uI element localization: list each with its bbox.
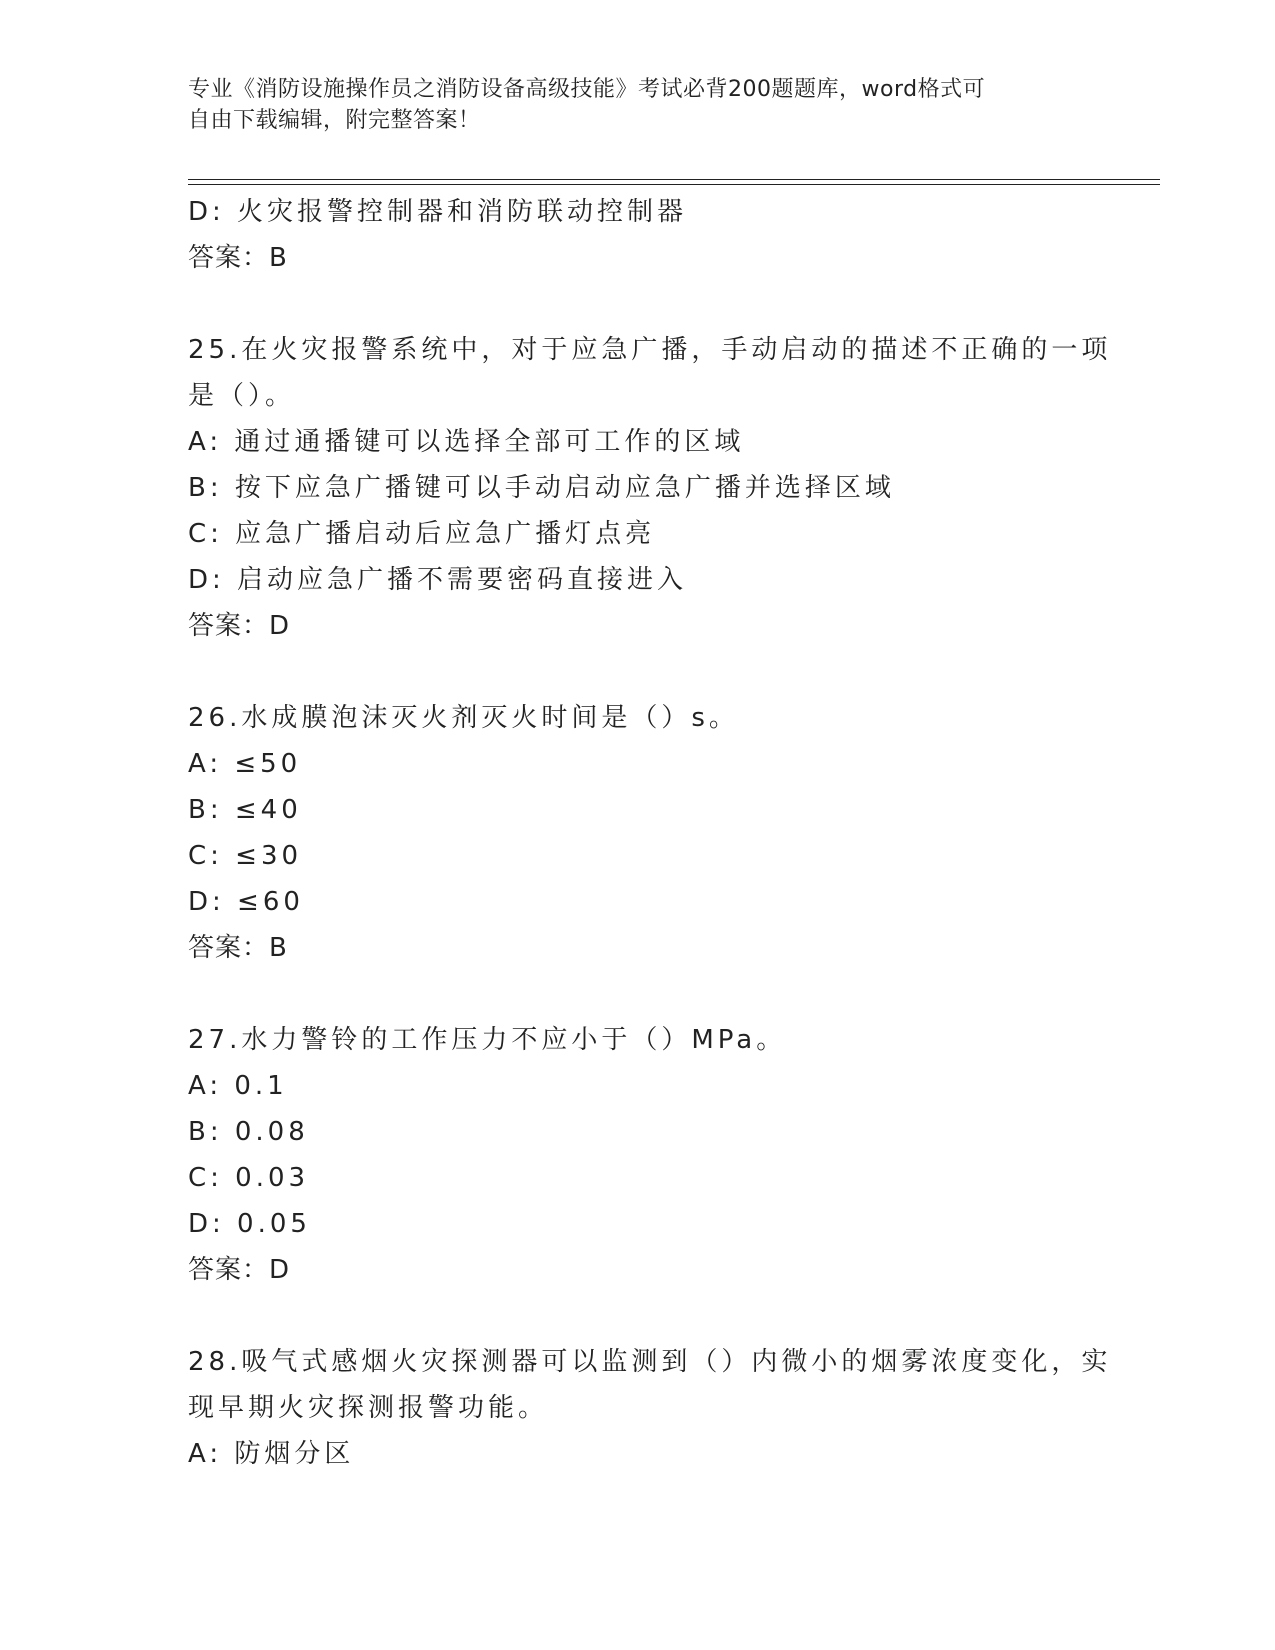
question-stem: 25.在火灾报警系统中，对于应急广播，手动启动的描述不正确的一项 (188, 335, 1112, 365)
option-c: C: 0.03 (188, 1163, 310, 1193)
option-a: A: 通过通播键可以选择全部可工作的区域 (188, 427, 745, 457)
answer: 答案：B (188, 933, 288, 963)
question-28 (188, 1339, 1112, 1477)
prev-answer: 答案：B (188, 243, 288, 273)
question-stem: 现早期火灾探测报警功能。 (188, 1393, 549, 1423)
question-27 (188, 1017, 1088, 1293)
answer: 答案：D (188, 611, 291, 641)
question-stem: 是（）。 (188, 381, 296, 411)
question-25 (188, 327, 1112, 649)
option-b: B: 0.08 (188, 1117, 309, 1147)
question-list (188, 189, 1112, 1477)
question-stem: 27.水力警铃的工作压力不应小于（）MPa。 (188, 1025, 787, 1055)
question-stem: 28.吸气式感烟火灾探测器可以监测到（）内微小的烟雾浓度变化，实 (188, 1347, 1112, 1377)
option-b: B: 按下应急广播键可以手动启动应急广播并选择区域 (188, 473, 895, 503)
option-d: D: 启动应急广播不需要密码直接进入 (188, 565, 688, 595)
option-b: B: ≤40 (188, 795, 302, 825)
prev-option-d: D: 火灾报警控制器和消防联动控制器 (188, 197, 688, 227)
option-c: C: ≤30 (188, 841, 303, 871)
header-divider-top (188, 179, 1160, 180)
option-a: A: ≤50 (188, 749, 302, 779)
option-a: A: 防烟分区 (188, 1439, 355, 1469)
answer: 答案：D (188, 1255, 291, 1285)
question-26 (188, 695, 1088, 971)
option-a: A: 0.1 (188, 1071, 288, 1101)
question-stem: 26.水成膜泡沫灭火剂灭火时间是（）s。 (188, 703, 739, 733)
header-divider-bottom (188, 184, 1160, 185)
option-d: D: 0.05 (188, 1209, 311, 1239)
header-line-1: 专业《消防设施操作员之消防设备高级技能》考试必背200题题库，word格式可 (188, 77, 986, 102)
option-d: D: ≤60 (188, 887, 304, 917)
header-line-2: 自由下载编辑，附完整答案！ (188, 108, 481, 133)
page-header (188, 74, 1068, 136)
option-c: C: 应急广播启动后应急广播灯点亮 (188, 519, 656, 549)
